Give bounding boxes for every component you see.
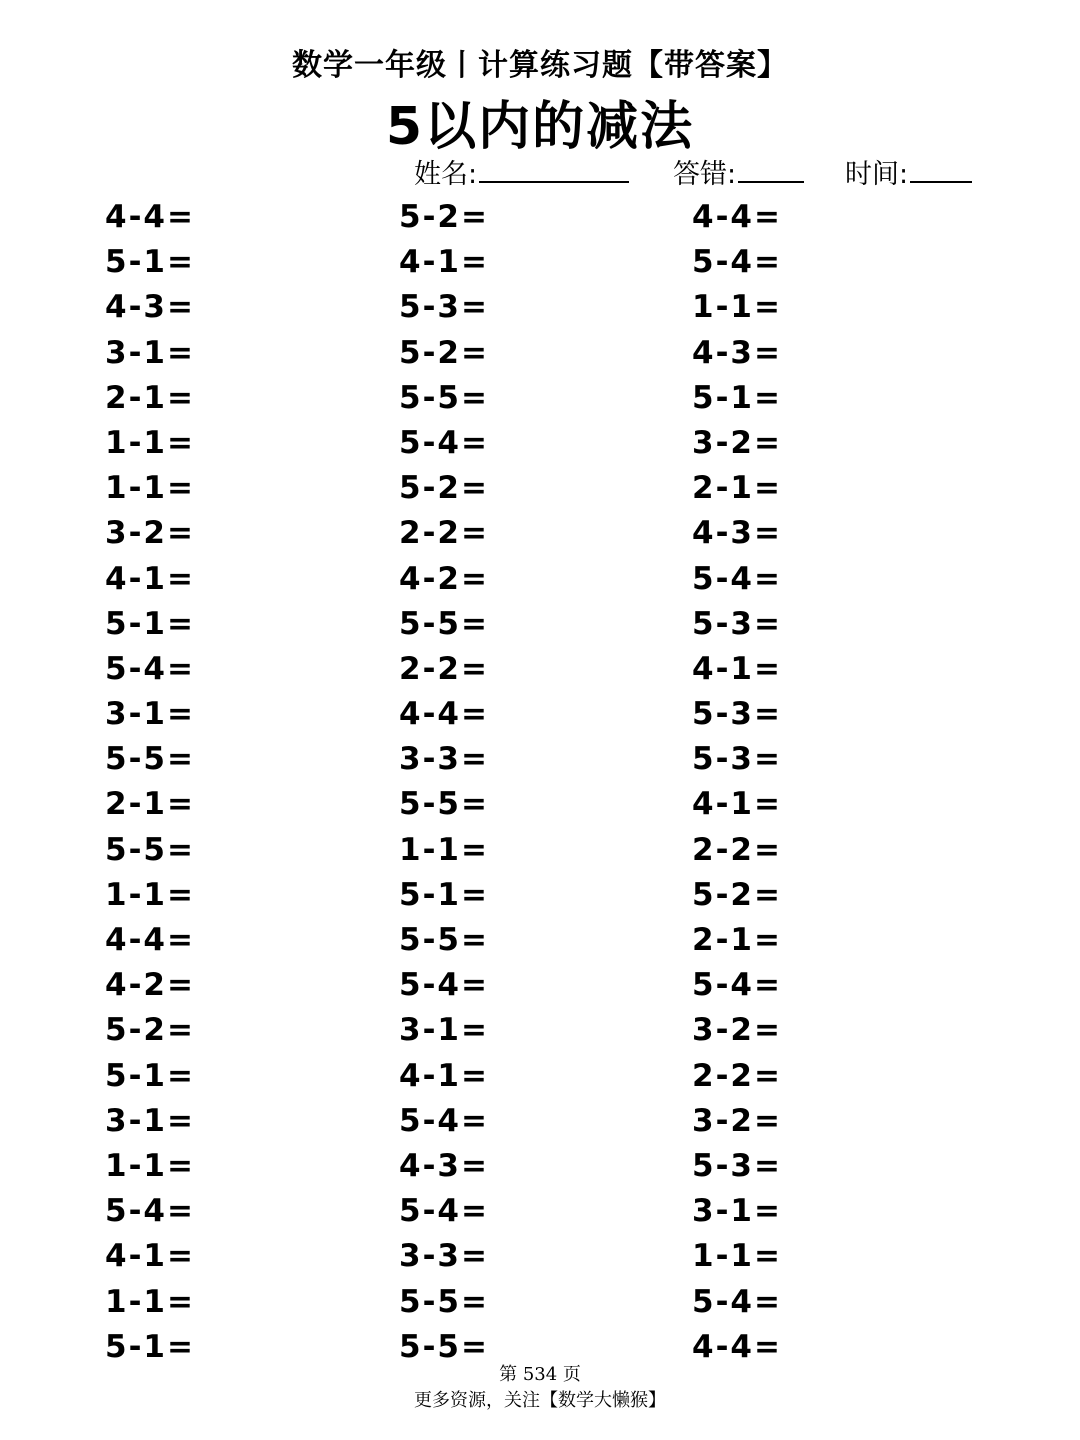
problem-grid — [0, 195, 1080, 1370]
problem-item: 4-4= — [399, 696, 489, 733]
problem-item: 5-4= — [399, 1193, 489, 1230]
problem-item: 4-4= — [105, 199, 195, 235]
problem-item: 3-3= — [399, 741, 489, 778]
problem-item: 4-1= — [399, 1057, 489, 1094]
errors-label: 答错: — [673, 159, 737, 190]
problem-item: 3-1= — [105, 334, 195, 371]
problem-item: 5-5= — [399, 922, 489, 958]
problem-item: 5-5= — [399, 379, 489, 416]
problem-item: 5-4= — [692, 560, 782, 597]
problem-row — [0, 737, 1080, 782]
problem-item: 4-1= — [105, 560, 195, 597]
worksheet-subtitle: 数学一年级丨计算练习题【带答案】 — [292, 48, 788, 83]
problem-row — [0, 1280, 1080, 1325]
problem-item: 3-2= — [105, 515, 195, 552]
errors-field — [673, 152, 804, 191]
problem-row — [0, 1144, 1080, 1189]
problem-item: 1-1= — [692, 1238, 782, 1275]
problem-item: 4-3= — [692, 515, 782, 552]
problem-item: 3-1= — [105, 1102, 195, 1139]
problem-item: 3-1= — [399, 1012, 489, 1049]
problem-row — [0, 1099, 1080, 1144]
problem-item: 4-2= — [105, 967, 195, 1004]
problem-item: 5-5= — [399, 605, 489, 642]
problem-item: 1-1= — [399, 831, 489, 868]
problem-item: 4-4= — [692, 199, 782, 235]
problem-item: 5-3= — [692, 696, 782, 733]
problem-item: 5-2= — [105, 1012, 195, 1049]
problem-item: 5-4= — [692, 967, 782, 1004]
problem-item: 1-1= — [105, 1147, 195, 1184]
problem-item: 1-1= — [105, 876, 195, 913]
problem-item: 5-1= — [105, 605, 195, 642]
problem-row — [0, 647, 1080, 692]
problem-item: 2-1= — [692, 470, 782, 507]
footer-promo: 更多资源，关注【数学大懒猴】 — [414, 1390, 666, 1411]
time-label: 时间: — [845, 159, 909, 190]
problem-item: 4-1= — [399, 244, 489, 281]
problem-item: 1-1= — [692, 289, 782, 326]
name-blank — [479, 159, 629, 183]
problem-item: 5-4= — [399, 424, 489, 461]
problem-item: 5-5= — [105, 831, 195, 868]
problem-row — [0, 963, 1080, 1008]
name-label: 姓名: — [414, 159, 478, 190]
problem-item: 3-1= — [692, 1193, 782, 1230]
problem-row — [0, 1054, 1080, 1099]
worksheet-title: 5以内的减法 — [385, 97, 695, 157]
problem-item: 5-1= — [692, 379, 782, 416]
problem-item: 5-2= — [399, 199, 489, 235]
problem-row — [0, 240, 1080, 285]
problem-item: 5-3= — [692, 605, 782, 642]
problem-item: 5-4= — [692, 1283, 782, 1320]
problem-item: 2-2= — [399, 515, 489, 552]
problem-row — [0, 828, 1080, 873]
problem-item: 4-3= — [399, 1147, 489, 1184]
problem-item: 4-4= — [105, 922, 195, 958]
problem-item: 5-1= — [399, 876, 489, 913]
problem-item: 5-1= — [105, 244, 195, 281]
problem-item: 5-1= — [105, 1328, 195, 1365]
problem-item: 4-3= — [692, 334, 782, 371]
time-field — [845, 152, 972, 191]
problem-row — [0, 873, 1080, 918]
problem-row — [0, 1189, 1080, 1234]
problem-item: 4-4= — [692, 1328, 782, 1365]
problem-item: 4-1= — [692, 650, 782, 687]
problem-item: 5-4= — [399, 967, 489, 1004]
problem-item: 5-4= — [105, 650, 195, 687]
problem-item: 5-2= — [399, 470, 489, 507]
problem-row — [0, 918, 1080, 963]
problem-item: 1-1= — [105, 1283, 195, 1320]
problem-item: 2-2= — [692, 831, 782, 868]
problem-item: 2-1= — [105, 379, 195, 416]
problem-row — [0, 1234, 1080, 1279]
problem-item: 5-3= — [692, 741, 782, 778]
problem-item: 5-2= — [399, 334, 489, 371]
problem-row — [0, 285, 1080, 330]
problem-row — [0, 1008, 1080, 1053]
problem-item: 3-2= — [692, 1102, 782, 1139]
problem-row — [0, 557, 1080, 602]
errors-blank — [738, 159, 804, 183]
problem-item: 5-1= — [105, 1057, 195, 1094]
problem-row — [0, 511, 1080, 556]
problem-row — [0, 692, 1080, 737]
problem-item: 5-5= — [105, 741, 195, 778]
problem-row — [0, 331, 1080, 376]
problem-item: 3-1= — [105, 696, 195, 733]
problem-item: 3-3= — [399, 1238, 489, 1275]
problem-row — [0, 421, 1080, 466]
problem-item: 5-3= — [399, 289, 489, 326]
problem-item: 4-3= — [105, 289, 195, 326]
problem-row — [0, 782, 1080, 827]
student-info-row — [0, 152, 1080, 192]
problem-row — [0, 376, 1080, 421]
problem-item: 2-1= — [105, 786, 195, 823]
problem-item: 2-2= — [399, 650, 489, 687]
problem-item: 3-2= — [692, 424, 782, 461]
problem-item: 5-5= — [399, 1283, 489, 1320]
page-number: 第 534 页 — [499, 1364, 581, 1385]
problem-item: 1-1= — [105, 470, 195, 507]
time-blank — [910, 159, 972, 183]
problem-item: 3-2= — [692, 1012, 782, 1049]
problem-item: 5-4= — [399, 1102, 489, 1139]
problem-item: 4-2= — [399, 560, 489, 597]
problem-item: 5-4= — [105, 1193, 195, 1230]
problem-item: 5-5= — [399, 1328, 489, 1365]
problem-item: 2-2= — [692, 1057, 782, 1094]
problem-item: 5-3= — [692, 1147, 782, 1184]
problem-item: 5-5= — [399, 786, 489, 823]
problem-item: 1-1= — [105, 424, 195, 461]
problem-row — [0, 602, 1080, 647]
name-field — [414, 152, 629, 191]
problem-row — [0, 195, 1080, 240]
problem-item: 4-1= — [692, 786, 782, 823]
problem-row — [0, 466, 1080, 511]
problem-item: 5-4= — [692, 244, 782, 281]
problem-item: 4-1= — [105, 1238, 195, 1275]
problem-item: 2-1= — [692, 922, 782, 958]
problem-item: 5-2= — [692, 876, 782, 913]
